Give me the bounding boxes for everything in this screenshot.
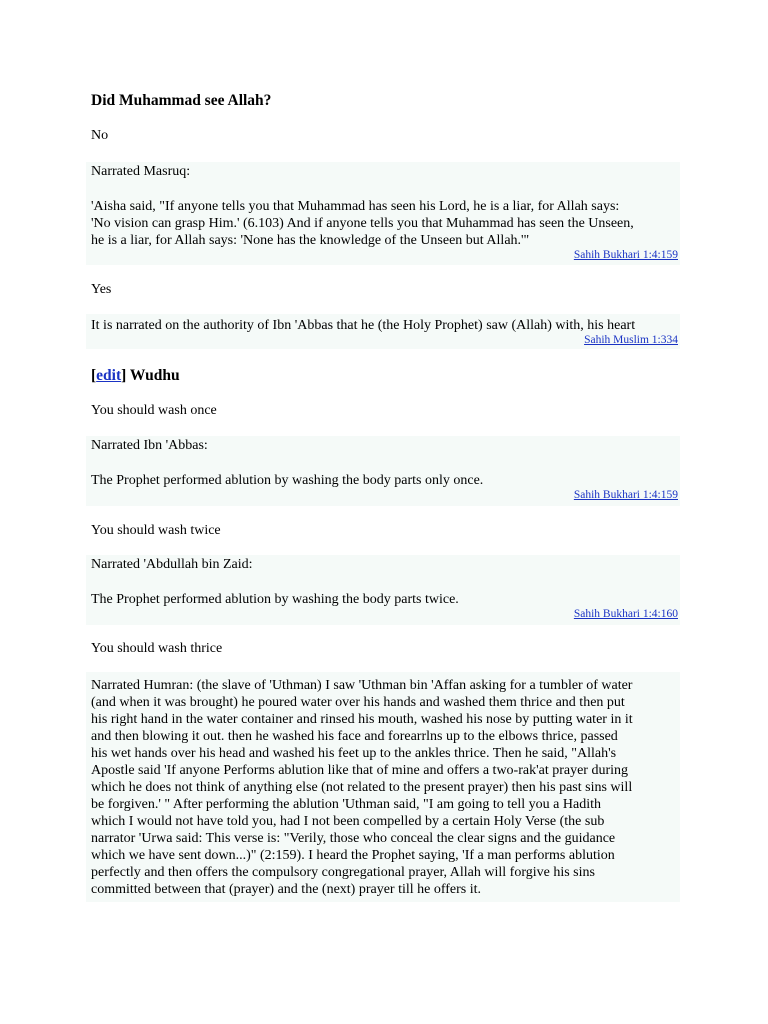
hadith-line: Apostle said 'If anyone Performs ablution like that of mine and offers a two-rak'at prayer during	[91, 763, 629, 778]
section-heading-text: Wudhu	[129, 367, 180, 384]
edit-link[interactable]: edit	[96, 367, 122, 384]
answer-yes: Yes	[91, 282, 112, 297]
hadith-line: and then blowing it out. then he washed his face and forearrlns up to the elbows thrice, passed	[91, 729, 618, 744]
bracket-open: [	[91, 367, 97, 384]
hadith-line: he is a liar, for Allah says: 'None has the knowledge of the Unseen but Allah.'"	[91, 233, 530, 248]
narrator-label: Narrated Masruq:	[91, 164, 191, 179]
hadith-text: The Prophet performed ablution by washing the body parts twice.	[91, 592, 459, 607]
hadith-box-ibn-abbas	[86, 314, 680, 349]
hadith-line: which he does not think of anything else (not related to the present prayer) then his past sins will	[91, 780, 633, 795]
hadith-text: The Prophet performed ablution by washing the body parts only once.	[91, 473, 484, 488]
hadith-line: 'Aisha said, "If anyone tells you that Muhammad has seen his Lord, he is a liar, for Allah says:	[91, 199, 620, 214]
source-link[interactable]: Sahih Muslim 1:334	[584, 334, 678, 346]
section-heading-wudhu	[91, 367, 180, 385]
hadith-line: perfectly and then offers the compulsory congregational prayer, Allah will forgive his sins	[91, 865, 595, 880]
wash-twice-label: You should wash twice	[91, 523, 221, 538]
hadith-line: which I would not have told you, had I not been compelled by a certain Holy Verse (the sub	[91, 814, 605, 829]
wash-once-label: You should wash once	[91, 403, 217, 418]
hadith-line: his wet hands over his head and washed his feet up to the ankles thrice. Then he said, "Allah's	[91, 746, 617, 761]
source-link[interactable]: Sahih Bukhari 1:4:159	[573, 249, 678, 261]
bracket-close: ]	[121, 367, 127, 384]
hadith-box-thrice	[86, 672, 680, 902]
source-link[interactable]: Sahih Bukhari 1:4:159	[573, 489, 678, 501]
hadith-line: Narrated Humran: (the slave of 'Uthman) I saw 'Uthman bin 'Affan asking for a tumbler of water	[91, 678, 633, 693]
hadith-line: 'No vision can grasp Him.' (6.103) And if anyone tells you that Muhammad has seen the Unseen,	[91, 216, 634, 231]
hadith-line: narrator 'Urwa said: This verse is: "Verily, those who conceal the clear signs and the guidance	[91, 831, 616, 846]
narrator-label: Narrated Ibn 'Abbas:	[91, 438, 208, 453]
hadith-line: be forgiven.' " After performing the ablution 'Uthman said, "I am going to tell you a Hadith	[91, 797, 601, 812]
answer-no: No	[91, 128, 109, 143]
hadith-text	[91, 198, 679, 249]
page-title: Did Muhammad see Allah?	[91, 92, 272, 109]
hadith-line: which we have sent down...)" (2:159). I heard the Prophet saying, 'If a man performs ablution	[91, 848, 615, 863]
hadith-line: his right hand in the water container and rinsed his mouth, washed his nose by putting water in it	[91, 712, 633, 727]
hadith-box-once	[86, 436, 680, 506]
hadith-text	[91, 677, 679, 898]
hadith-text: It is narrated on the authority of Ibn 'Abbas that he (the Holy Prophet) saw (Allah) with, his heart	[91, 318, 636, 333]
hadith-line: committed between that (prayer) and the (next) prayer till he offers it.	[91, 882, 482, 897]
hadith-box-twice	[86, 555, 680, 625]
hadith-line: (and when it was brought) he poured water over his hands and washed them thrice and then put	[91, 695, 625, 710]
narrator-label: Narrated 'Abdullah bin Zaid:	[91, 557, 253, 572]
wash-thrice-label: You should wash thrice	[91, 641, 223, 656]
source-link[interactable]: Sahih Bukhari 1:4:160	[573, 608, 678, 620]
hadith-box-masruq	[86, 162, 680, 265]
